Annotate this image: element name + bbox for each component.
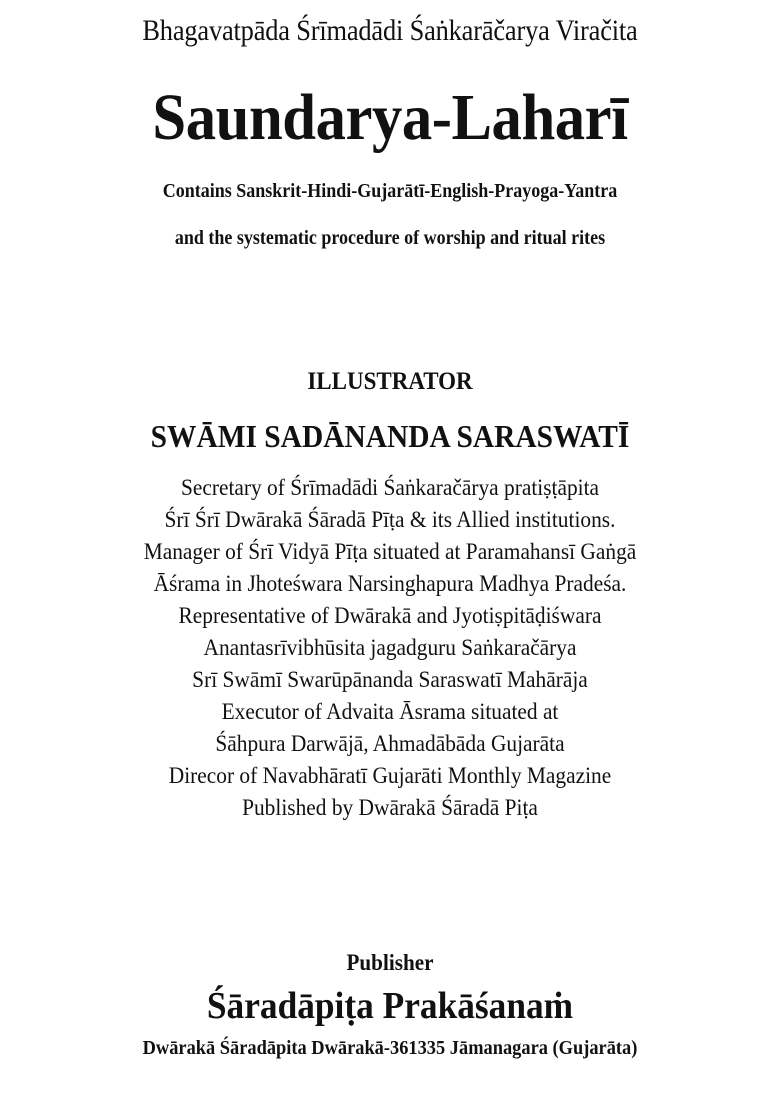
attribution-line: Bhagavatpāda Śrīmadādi Śaṅkarāčarya Viračita (142, 14, 638, 47)
illustrator-name: SWĀMI SADĀNANDA SARASWATĪ (150, 418, 630, 454)
bio-line: Śrī Śrī Dwārakā Śāradā Pīṭa & its Allied institutions. (164, 507, 616, 532)
bio-line: Executor of Advaita Āsrama situated at (221, 699, 559, 724)
subtitle-procedure: and the systematic procedure of worship and ritual rites (174, 227, 606, 249)
publisher-address: Dwārakā Śāradāpita Dwārakā-361335 Jāmanagara (Gujarāta) (142, 1037, 638, 1059)
bio-line: Śāhpura Darwājā, Ahmadābāda Gujarāta (215, 731, 565, 756)
bio-line: Anantasrīvibhūsita jagadguru Saṅkaračārya (203, 635, 577, 660)
bio-line: Representative of Dwārakā and Jyotiṣpitāḍiśwara (178, 603, 602, 628)
publisher-name: Śāradāpiṭa Prakāśanaṁ (206, 985, 574, 1027)
bio-line: Srī Swāmī Swarūpānanda Saraswatī Mahārāja (192, 667, 588, 692)
bio-line: Published by Dwārakā Śāradā Piṭa (242, 795, 538, 820)
book-title: Saundarya-Laharī (152, 81, 628, 154)
bio-line: Direcor of Navabhāratī Gujarāti Monthly Magazine (168, 763, 612, 788)
bio-line: Manager of Śrī Vidyā Pīṭa situated at Paramahansī Gaṅgā (143, 539, 637, 564)
subtitle-contents: Contains Sanskrit-Hindi-Gujarātī-English-Prayoga-Yantra (162, 180, 618, 202)
illustrator-label: ILLUSTRATOR (307, 368, 473, 395)
bio-line: Āśrama in Jhoteśwara Narsinghapura Madhya Pradeśa. (153, 571, 627, 596)
publisher-label: Publisher (346, 950, 434, 975)
bio-line: Secretary of Śrīmadādi Śaṅkaračārya pratiṣṭāpita (180, 475, 600, 500)
